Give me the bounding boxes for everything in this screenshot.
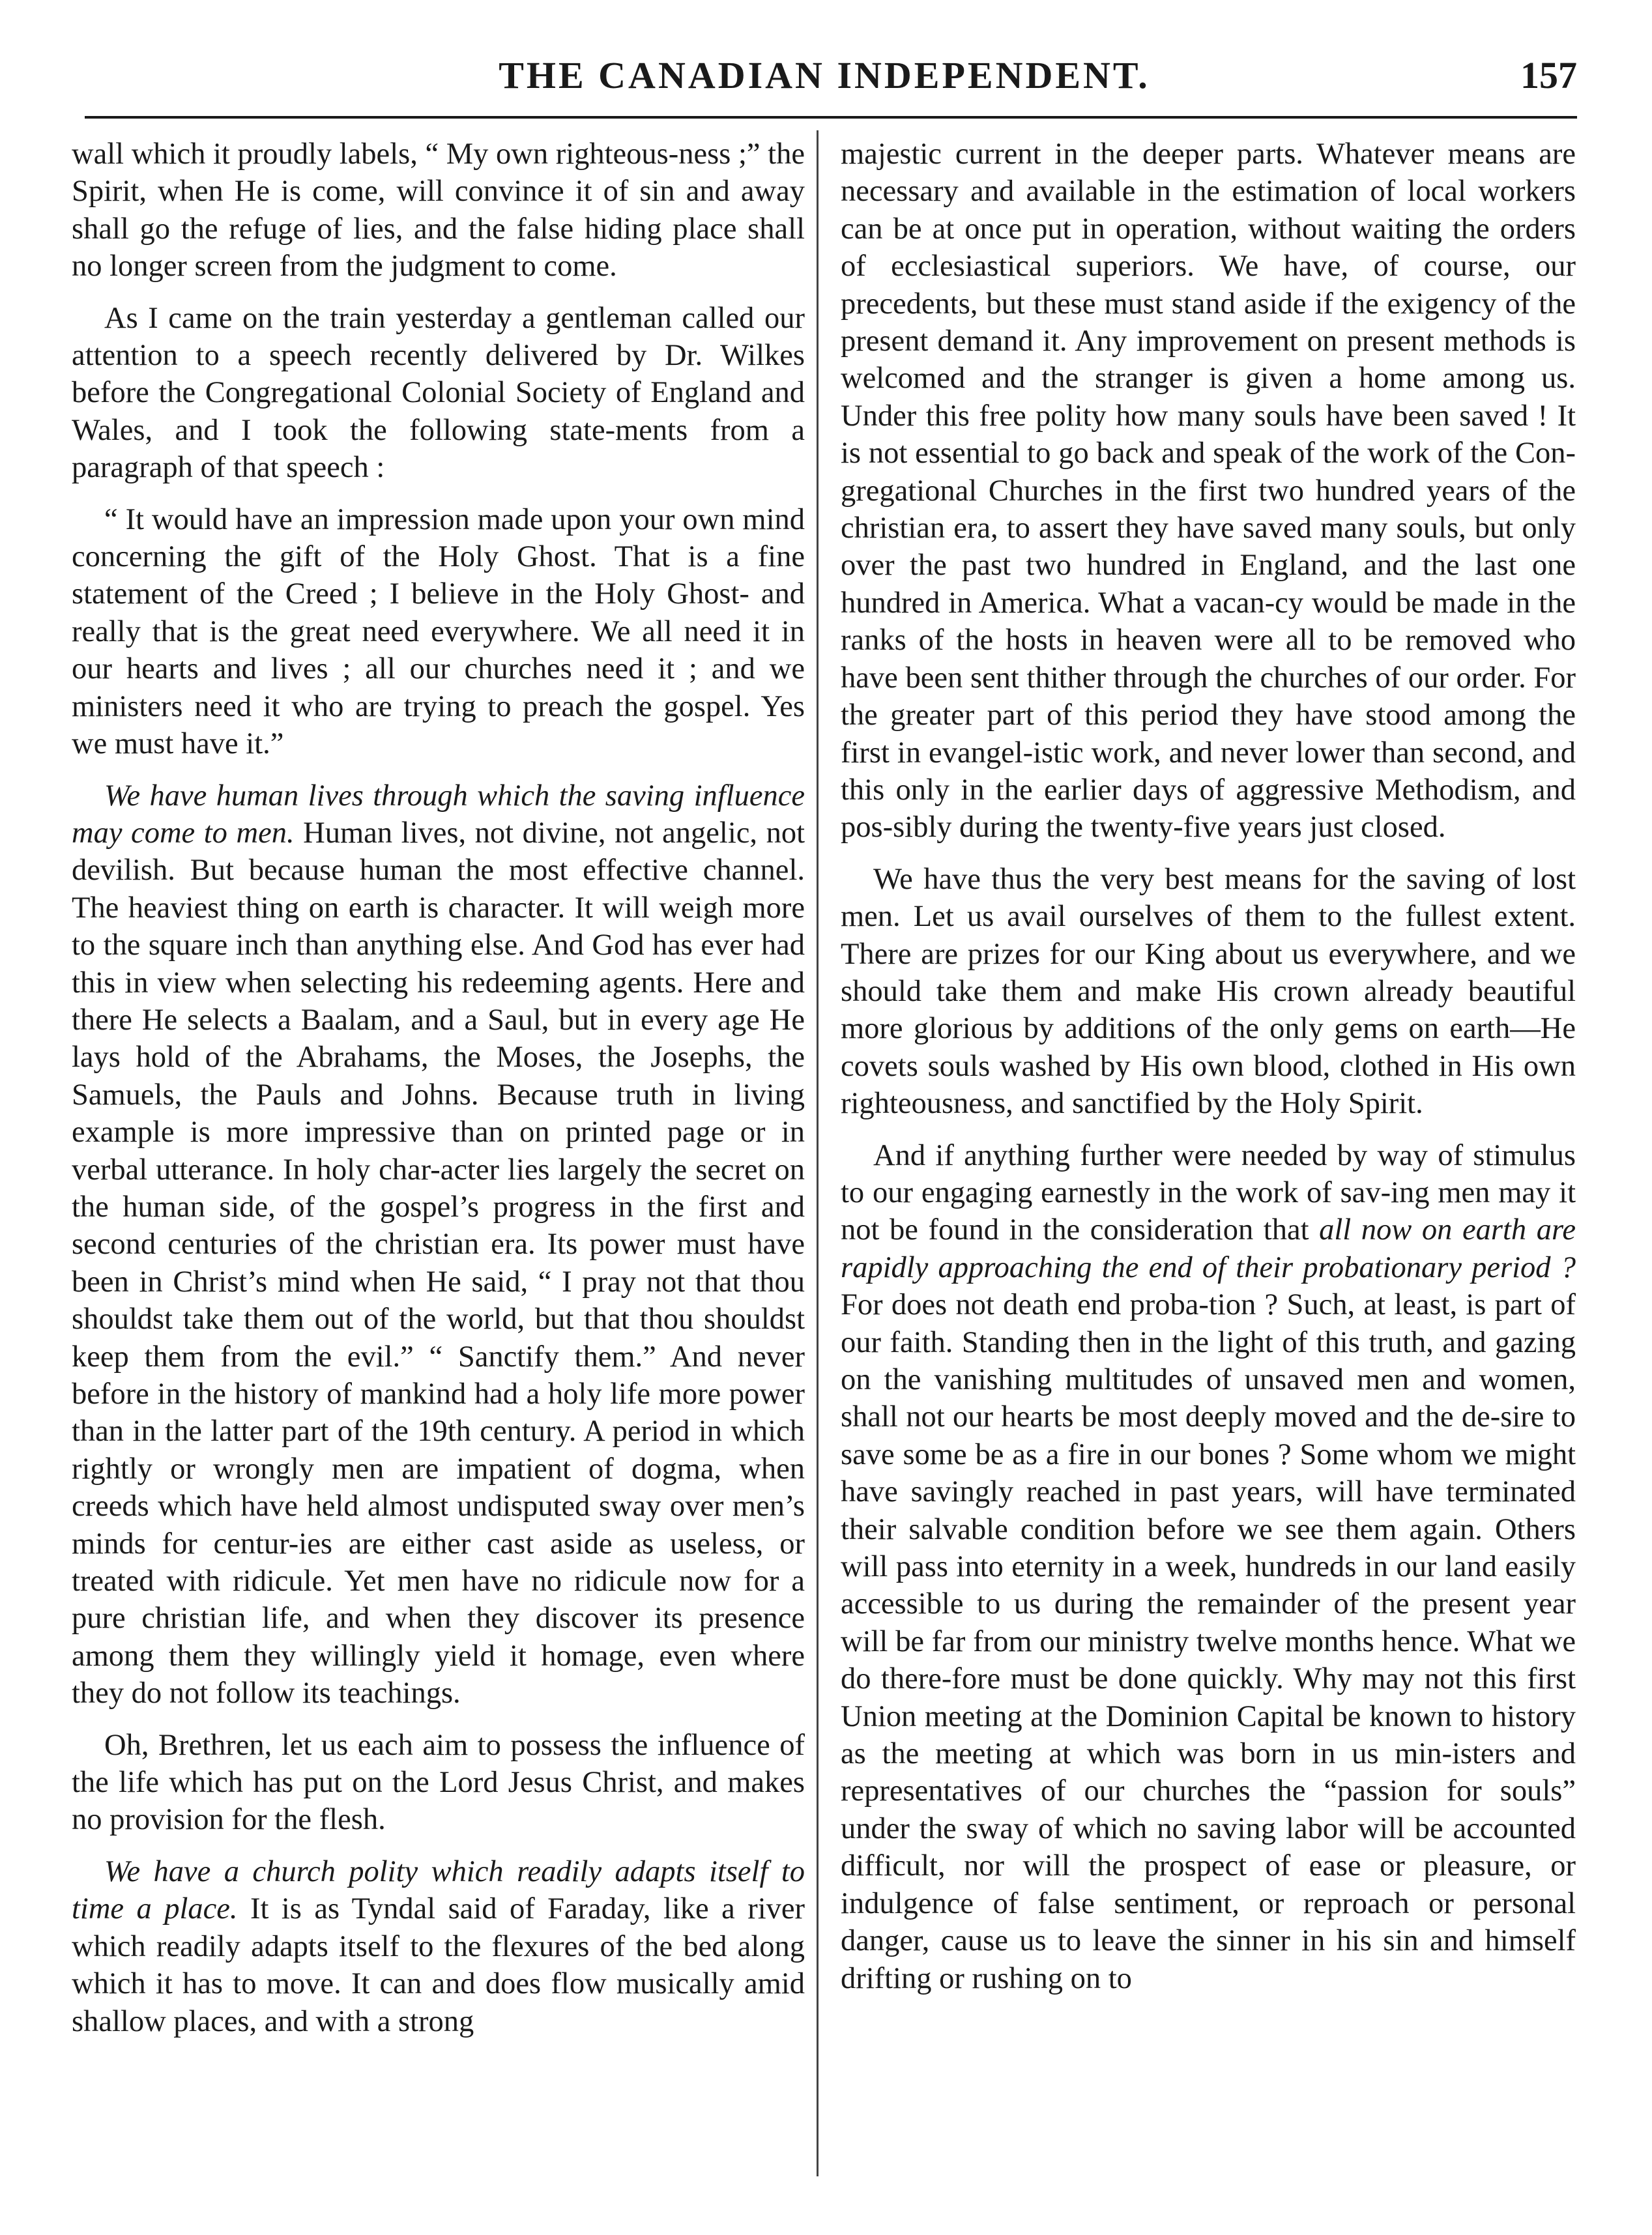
italic-heading: We have a church polity which readily adapts itself to time a place.	[72, 1854, 805, 1926]
paragraph: As I came on the train yesterday a gentleman called our attention to a speech recently delivered by Dr. Wilkes before the Congregational Colonial Society of England and Wales, and I took the following state-ments from a paragraph of that speech :	[72, 301, 805, 485]
paragraph: Oh, Brethren, let us each aim to possess the influence of the life which has put on the Lord Jesus Christ, and makes no provision for the flesh.	[72, 1728, 805, 1837]
quoted-paragraph: “ It would have an impression made upon your own mind concerning the gift of the Holy Ghost. That is a fine statement of the Creed ; I believe in the Holy Ghost- and really that is the great need everywhere. We all need it in our hearts and lives ; all our churches need it ; and we ministers need it who are trying to preach the gospel. Yes we must have it.”	[72, 502, 805, 761]
column-divider	[817, 130, 819, 2176]
paragraph: We have human lives through which the saving influence may come to men. Human lives, not divine, not angelic, not devilish. But because human the most effective channel. The heaviest thing on earth is character. It will weigh more to the square inch than anything else. And God has ever had this in view when selecting his redeeming agents. Here and there He selects a Baalam, and a Saul, but in every age He lays hold of the Abrahams, the Moses, the Josephs, the Samuels, the Pauls and Johns. Because truth in living example is more impressive than on printed page or in verbal utterance. In holy char-acter lies largely the secret on the human side, of the gospel’s progress in the first and second centuries of the christian era. Its power must have been in Christ’s mind when He said, “ I pray not that thou shouldst take them out of the world, but that thou shouldst keep them from the evil.” “ Sanctify them.” And never before in the history of mankind had a holy life more power than in the latter part of the 19th century. A period in which rightly or wrongly men are impatient of dogma, when creeds which have held almost undisputed sway over men’s minds for centur-ies are either cast aside as useless, or treated with ridicule. Yet men have no ridicule now for a pure christian life, and when they discover its presence among them they willingly yield it homage, even where they do not follow its teachings.	[72, 779, 805, 1710]
header-rule	[85, 116, 1577, 119]
paragraph: majestic current in the deeper parts. Whatever means are necessary and available in the estimation of local workers can be at once put in operation, without waiting the orders of ecclesiastical superiors. We have, of course, our precedents, but these must stand aside if the exigency of the present demand it. Any improvement on present methods is welcomed and the stranger is given a home among us. Under this free polity how many souls have been saved ! It is not essential to go back and speak of the work of the Con-gregational Churches in the first two hundred years of the christian era, to assert they have saved many souls, but only over the past two hundred in England, and the last one hundred in America. What a vacan-cy would be made in the ranks of the hosts in heaven were all to be removed who have been sent thither through the churches of our order. For the greater part of this period they have stood among the first in evangel-istic work, and never lower than second, and this only in the earlier days of aggressive Methodism, and pos-sibly during the twenty-five years just closed.	[841, 137, 1576, 844]
italic-heading: We have human lives through which the saving influence may come to men.	[72, 779, 805, 850]
paragraph: And if anything further were needed by way of stimulus to our engaging earnestly in the work of sav-ing men may it not be found in the consideration that all now on earth are rapidly approaching the end of their probationary period ? For does not death end proba-tion ? Such, at least, is part of our faith. Standing then in the light of this truth, and gazing on the vanishing multitudes of unsaved men and women, shall not our hearts be most deeply moved and the de-sire to save some be as a fire in our bones ? Some whom we might have savingly reached in past years, will have terminated their salvable condition before we see them again. Others will pass into eternity in a week, hundreds in our land easily accessible to us during the remainder of the present year will be far from our ministry twelve months hence. What we do there-fore must be done quickly. Why may not this first Union meeting at the Dominion Capital be known to history as the meeting at which was born in us min-isters and representatives of our churches the “passion for souls” under the sway of which no saving labor will be accounted difficult, nor will the prospect of ease or pleasure, or indulgence of false sentiment, or reproach or personal danger, cause us to leave the sinner in his sin and himself drifting or rushing on to	[841, 1138, 1576, 1995]
page-number: 157	[1520, 54, 1577, 96]
paragraph: We have a church polity which readily adapts itself to time a place. It is as Tyndal said of Faraday, like a river which readily adapts itself to the flexures of the bed along which it has to move. It can and does flow musically amid shallow places, and with a strong	[72, 1854, 805, 2038]
right-column	[841, 136, 1576, 2012]
publication-title: THE CANADIAN INDEPENDENT.	[499, 54, 1150, 96]
page-header	[72, 53, 1577, 112]
paragraph: We have thus the very best means for the saving of lost men. Let us avail ourselves of them to the fullest extent. There are prizes for our King about us everywhere, and we should take them and make His crown already beautiful more glorious by additions of the only gems on earth—He covets souls washed by His own blood, clothed in His own righteousness, and sanctified by the Holy Spirit.	[841, 862, 1576, 1121]
left-column	[72, 136, 805, 2055]
italic-phrase: all now on earth are rapidly approaching the end of their probationary period ?	[841, 1213, 1576, 1284]
paragraph: wall which it proudly labels, “ My own righteous-ness ;” the Spirit, when He is come, will convince it of sin and away shall go the refuge of lies, and the false hiding place shall no longer screen from the judgment to come.	[72, 137, 805, 283]
